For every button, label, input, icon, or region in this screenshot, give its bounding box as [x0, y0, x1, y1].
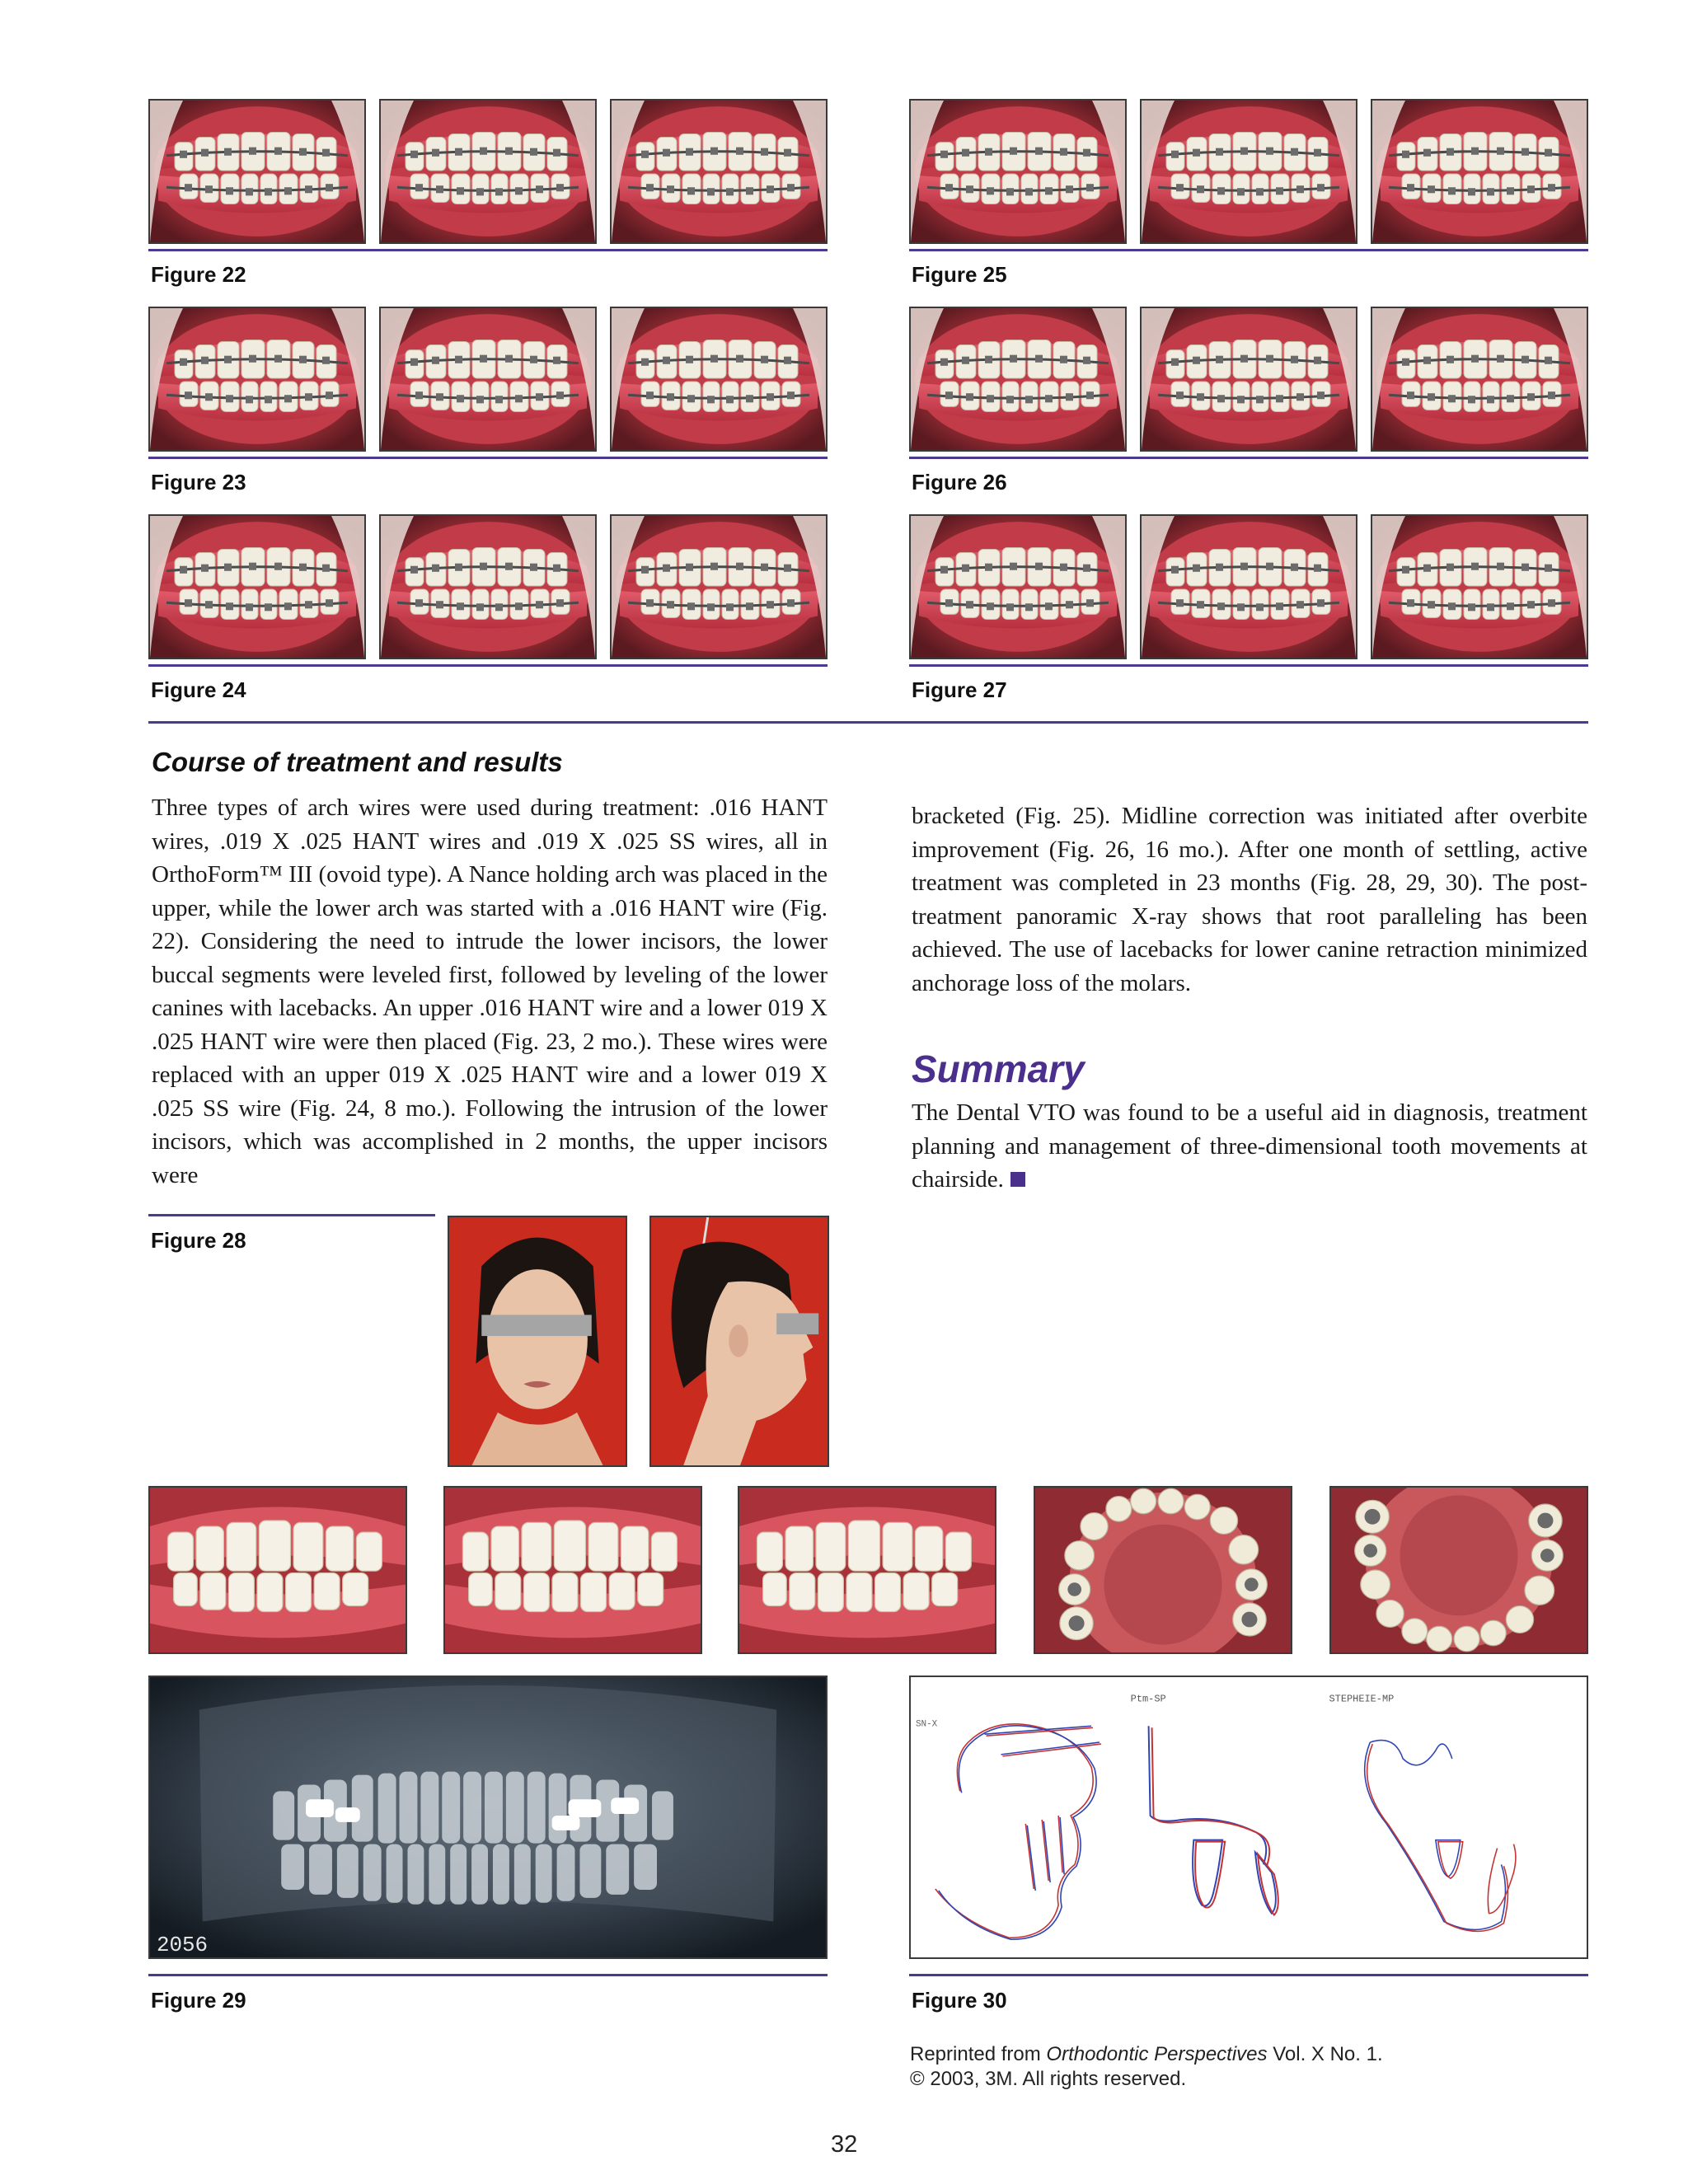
figure-22-photo-right-lateral [148, 99, 366, 244]
figure-29-rule [148, 1974, 828, 1976]
figure-23-photo-left-lateral [610, 307, 828, 452]
summary-paragraph [912, 1096, 1587, 1197]
figure-28-caption: Figure 28 [151, 1228, 246, 1253]
figure-26-photo-left-lateral [1371, 307, 1588, 452]
figure-24-photo-right-lateral [148, 514, 366, 659]
figure-25-rule [909, 249, 1588, 251]
figure-23-photo-right-lateral [148, 307, 366, 452]
figure-26-photo-frontal [1140, 307, 1357, 452]
figure-22-caption: Figure 22 [151, 262, 246, 287]
figure-28-intraoral-frontal-photo [443, 1486, 702, 1654]
figure-28-face-frontal-photo [448, 1216, 627, 1467]
figure-23-rule [148, 457, 828, 459]
page-number: 32 [831, 2131, 858, 2158]
tracing-label-left: SN-X [915, 1719, 938, 1730]
figure-25-photo-left-lateral [1371, 99, 1588, 244]
section-heading: Course of treatment and results [152, 747, 563, 777]
figure-27-photo-frontal [1140, 514, 1357, 659]
figure-28-face-profile-photo [649, 1216, 829, 1467]
reprint-note [910, 2042, 1383, 2067]
tracing-label-middle: Ptm-SP [1130, 1693, 1166, 1705]
figure-28-upper-occlusal-photo [1034, 1486, 1292, 1654]
figure-23-photo-frontal [379, 307, 597, 452]
figure-26-photo-right-lateral [909, 307, 1127, 452]
summary-heading: Summary [912, 1047, 1085, 1090]
left-column-paragraph: Three types of arch wires were used during treatment: .016 HANT wires, .019 X .025 HANT wires and .019 X .025 SS wires, all in OrthoForm™ III (ovoid type). A Nance holding arch was placed in the upper, while the lower arch was started with a .016 HANT wire (Fig. 22). Considering the need to intrude the lower incisors, the lower buccal segments were leveled first, followed by leveling of the lower canines with lacebacks. An upper .016 HANT wire and a lower 019 X .025 HANT wire were then placed (Fig. 23, 2 mo.). These wires were replaced with an upper 019 X .025 HANT wire and a lower 019 X .025 SS wire (Fig. 24, 8 mo.). Following the intrusion of the lower incisors, which was accomplished in 2 months, the upper incisors were [152, 794, 828, 1188]
figure-27-rule [909, 664, 1588, 667]
figure-25-photo-frontal [1140, 99, 1357, 244]
reprint-journal: Orthodontic Perspectives [1046, 2043, 1268, 2065]
figure-27-photo-right-lateral [909, 514, 1127, 659]
figure-28-intraoral-right-photo [148, 1486, 407, 1654]
figure-29-caption: Figure 29 [151, 1988, 246, 2013]
figure-29-panoramic-xray [148, 1675, 828, 1959]
figure-24-caption: Figure 24 [151, 677, 246, 702]
tracing-label-right: STEPHEIE-MP [1329, 1693, 1395, 1705]
figure-24-rule [148, 664, 828, 667]
figure-30-rule [909, 1974, 1588, 1976]
figure-27-photo-left-lateral [1371, 514, 1588, 659]
figure-28-lower-occlusal-photo [1329, 1486, 1588, 1654]
figure-28-intraoral-left-photo [738, 1486, 996, 1654]
copyright-note: © 2003, 3M. All rights reserved. [910, 2068, 1187, 2090]
xray-label: 2056 [156, 1933, 209, 1957]
reprint-prefix: Reprinted from [910, 2043, 1047, 2065]
right-column-paragraph: bracketed (Fig. 25). Midline correction was initiated after overbite improvement (Fig. 26, 16 mo.). After one month of settling, active treatment was completed in 23 months (Fig. 28, 29, 30). The post-treatment panoramic X-ray shows that root paralleling has been achieved. The use of lacebacks for lower canine retraction minimized anchorage loss of the molars. [912, 803, 1587, 996]
end-mark-icon [1010, 1172, 1025, 1187]
reprint-suffix: Vol. X No. 1. [1267, 2043, 1383, 2065]
figure-26-rule [909, 457, 1588, 459]
figure-30-tracing-superimposition [909, 1675, 1588, 1959]
figure-22-photo-left-lateral [610, 99, 828, 244]
figure-22-photo-frontal [379, 99, 597, 244]
figure-22-rule [148, 249, 828, 251]
figure-26-caption: Figure 26 [912, 470, 1007, 494]
summary-text: The Dental VTO was found to be a useful aid in diagnosis, treatment planning and management of three-dimensional tooth movements at chairside. [912, 1099, 1587, 1193]
figure-24-photo-left-lateral [610, 514, 828, 659]
figure-25-caption: Figure 25 [912, 262, 1007, 287]
figure-27-caption: Figure 27 [912, 677, 1007, 702]
figure-30-caption: Figure 30 [912, 1988, 1007, 2013]
figure-23-caption: Figure 23 [151, 470, 246, 494]
figure-25-photo-right-lateral [909, 99, 1127, 244]
figure-28-rule [148, 1214, 435, 1216]
section-divider [148, 721, 1588, 724]
figure-24-photo-frontal [379, 514, 597, 659]
